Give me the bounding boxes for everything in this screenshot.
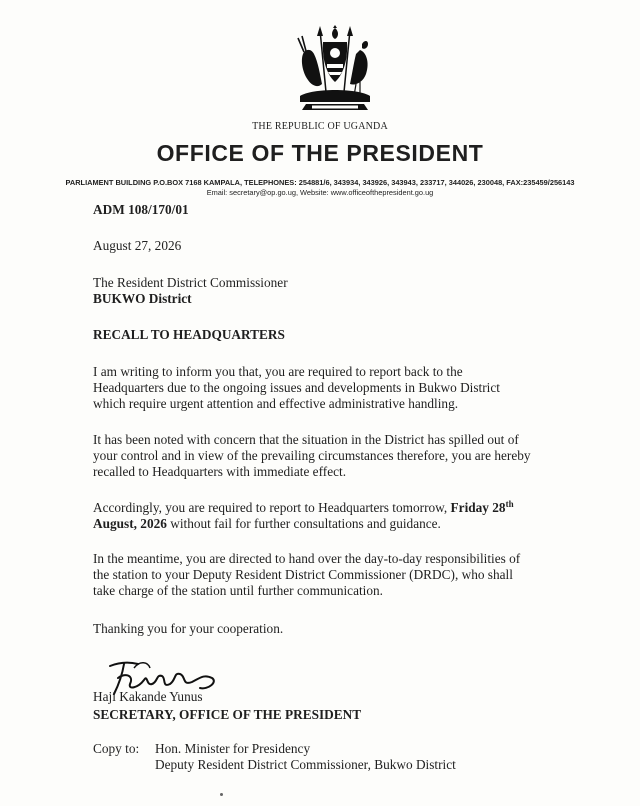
coat-of-arms-icon	[290, 22, 380, 122]
copy-recipient: Deputy Resident District Commissioner, Bukwo District	[155, 757, 456, 772]
closing-line: Thanking you for your cooperation.	[93, 621, 284, 636]
copy-to-list	[155, 741, 456, 773]
paragraph-3	[93, 500, 514, 532]
paragraph-line: I am writing to inform you that, you are required to report back to the	[93, 364, 463, 379]
letterhead-contact: Email: secretary@op.go.ug, Website: www.officeofthepresident.go.ug	[206, 188, 434, 197]
paragraph-line: recalled to Headquarters with immediate effect.	[93, 464, 347, 479]
republic-heading: THE REPUBLIC OF UGANDA	[252, 121, 388, 132]
paragraph-line: which require urgent attention and effective administrative handling.	[93, 396, 459, 411]
addressee-block	[93, 275, 288, 307]
report-date-month-year: August, 2026	[93, 516, 167, 531]
paragraph-line: take charge of the station until further communication.	[93, 583, 383, 598]
paragraph-line: It has been noted with concern that the situation in the District has spilled out of	[93, 432, 519, 447]
report-date-day: Friday 28	[450, 500, 506, 515]
paragraph-text: without fail for further consultations and guidance.	[166, 516, 441, 531]
signatory-title: SECRETARY, OFFICE OF THE PRESIDENT	[93, 707, 362, 722]
letterhead-address: PARLIAMENT BUILDING P.O.BOX 7168 KAMPALA, TELEPHONES: 254881/6, 343934, 343926, 343943, 233717, 344026, 230048, FAX:235459/256143	[65, 178, 575, 187]
paragraph-line: In the meantime, you are directed to hand over the day-to-day responsibilities of	[93, 551, 521, 566]
addressee-district: BUKWO District	[93, 291, 192, 306]
ordinal-suffix: th	[505, 499, 514, 509]
letter-date: August 27, 2026	[93, 238, 182, 253]
paragraph-2	[93, 432, 531, 480]
paragraph-4	[93, 551, 520, 599]
paragraph-line: your control and in view of the prevailing circumstances therefore, you are hereby	[93, 448, 531, 463]
signatory-name: Haji Kakande Yunus	[93, 689, 203, 704]
paragraph-1	[93, 364, 500, 412]
letter-subject: RECALL TO HEADQUARTERS	[93, 327, 285, 342]
addressee-title: The Resident District Commissioner	[93, 275, 288, 290]
office-title: OFFICE OF THE PRESIDENT	[156, 140, 484, 166]
copy-to-label: Copy to:	[93, 741, 140, 756]
copy-recipient: Hon. Minister for Presidency	[155, 741, 311, 756]
paragraph-line: Headquarters due to the ongoing issues and developments in Bukwo District	[93, 380, 500, 395]
paragraph-line: the station to your Deputy Resident District Commissioner (DRDC), who shall	[93, 567, 513, 582]
paragraph-text: Accordingly, you are required to report to Headquarters tomorrow,	[93, 500, 451, 515]
scan-speck	[220, 793, 223, 796]
reference-number: ADM 108/170/01	[93, 202, 189, 217]
